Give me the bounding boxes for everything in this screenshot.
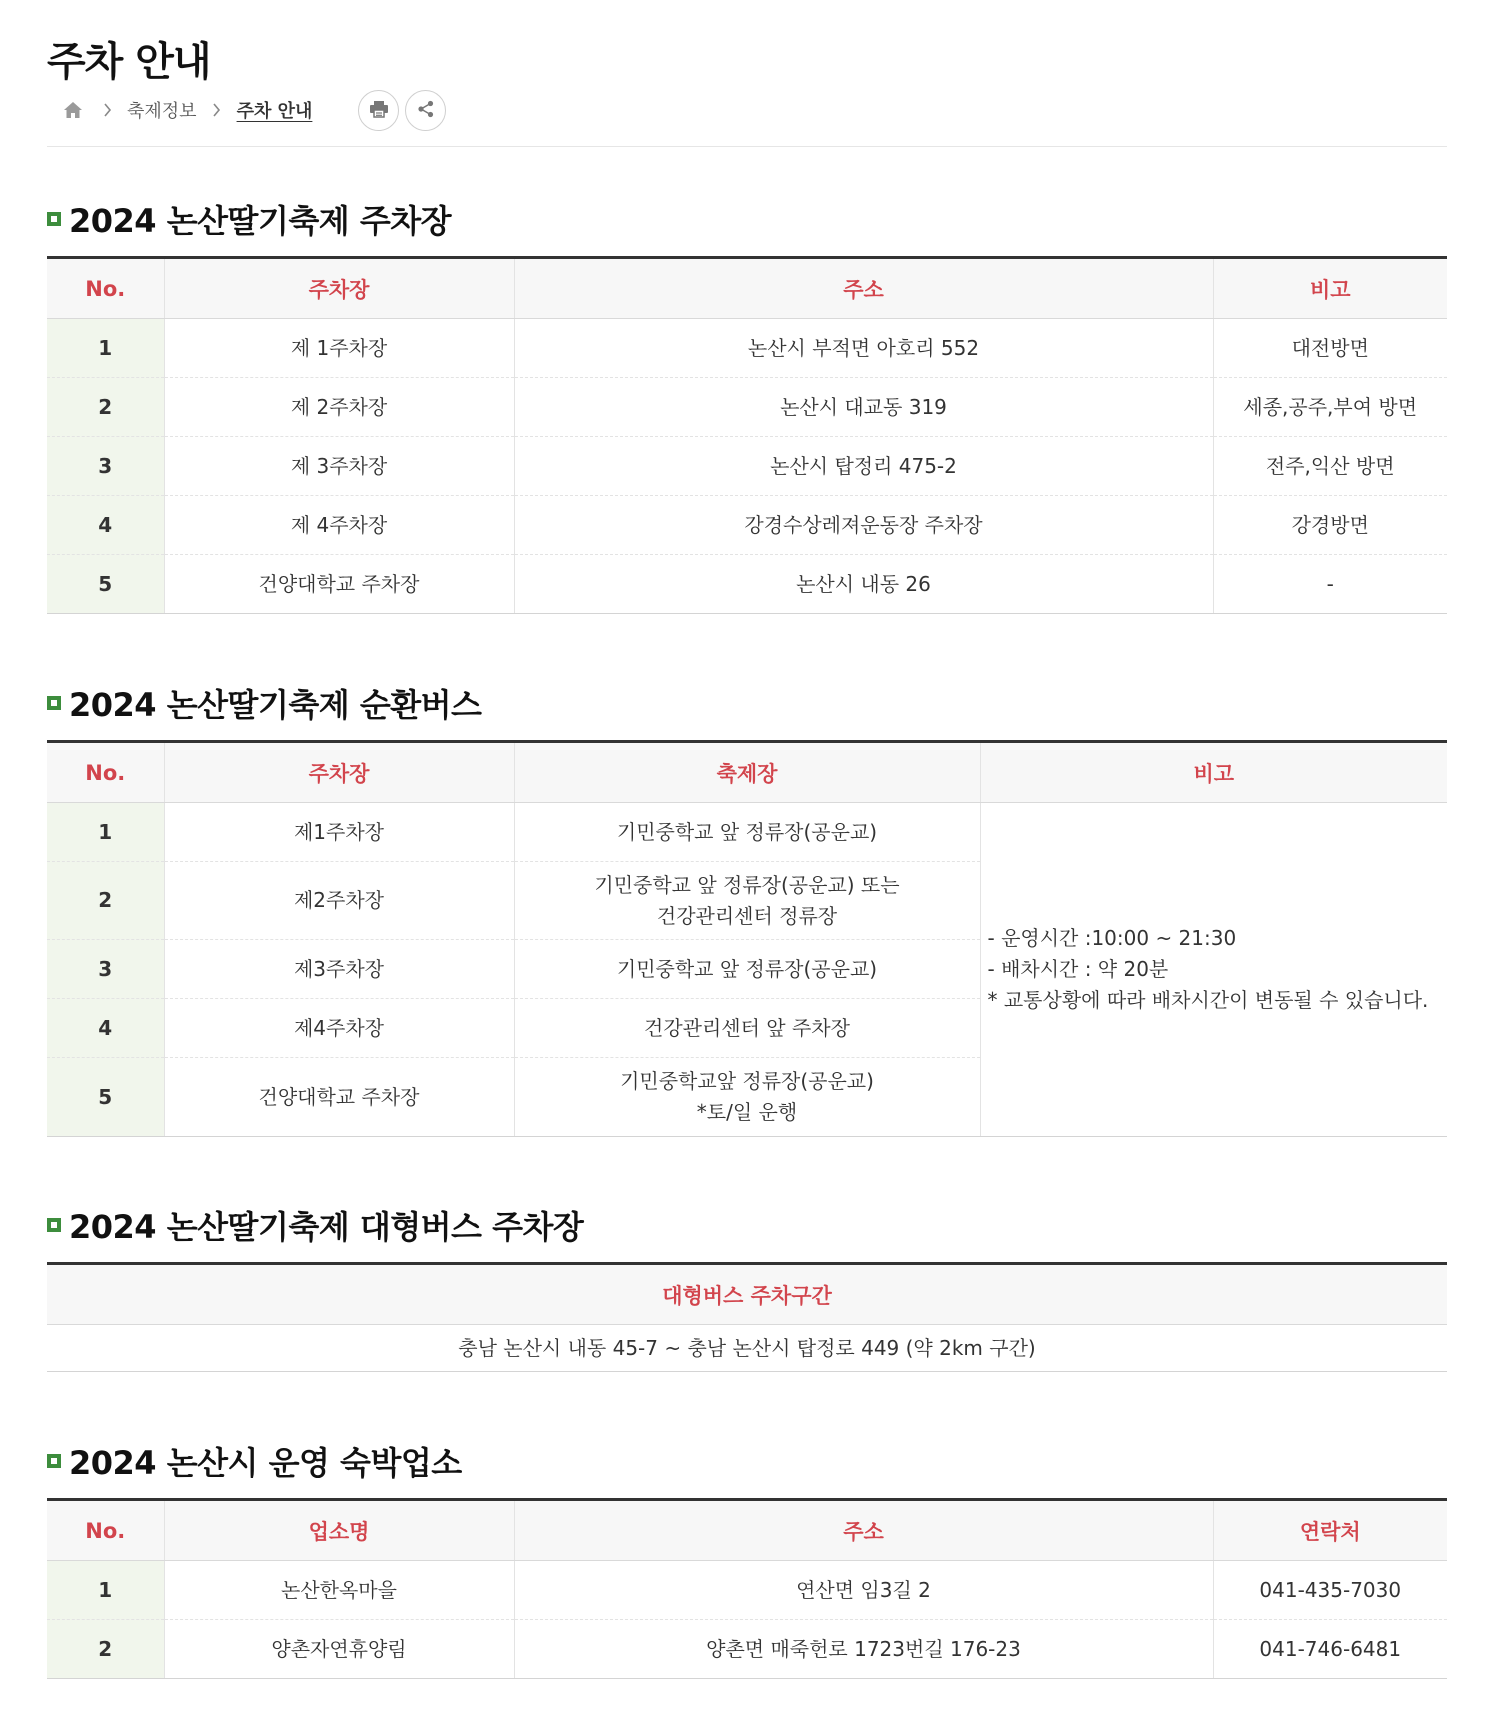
shuttle-stop [514,1058,980,1137]
lodging-name: 논산한옥마을 [164,1561,514,1620]
shuttle-stop-line: 건강관리센터 정류장 [656,903,838,928]
parking-address: 논산시 탑정리 475-2 [514,437,1213,496]
shuttle-stop: 기민중학교 앞 정류장(공운교) [514,940,980,999]
row-number: 3 [47,437,164,496]
lodging-name: 양촌자연휴양림 [164,1620,514,1679]
table-header-row [47,1500,1447,1561]
bullet-icon [47,696,61,710]
parking-address: 논산시 부적면 아호리 552 [514,319,1213,378]
column-header-address: 주소 [514,258,1213,319]
parking-address: 강경수상레져운동장 주차장 [514,496,1213,555]
row-number: 1 [47,803,164,862]
bullet-icon [47,1218,61,1232]
print-button[interactable] [358,90,399,131]
lodging-phone: 041-435-7030 [1213,1561,1447,1620]
lodging-address: 양촌면 매죽헌로 1723번길 176-23 [514,1620,1213,1679]
share-button[interactable] [405,90,446,131]
table-row [47,319,1447,378]
row-number: 4 [47,999,164,1058]
shuttle-lot: 제4주차장 [164,999,514,1058]
column-header-address: 주소 [514,1500,1213,1561]
column-header-festival-site: 축제장 [514,742,980,803]
column-header-lot: 주차장 [164,742,514,803]
section-title-text: 2024 논산시 운영 숙박업소 [69,1444,462,1482]
shuttle-table [47,740,1447,1137]
row-number: 2 [47,1620,164,1679]
page-title: 주차 안내 [47,39,211,85]
shuttle-stop: 건강관리센터 앞 주차장 [514,999,980,1058]
page-tools [358,90,446,131]
table-row [47,803,1447,862]
lodging-table [47,1498,1447,1679]
shuttle-stop-line: 기민중학교앞 정류장(공운교) [620,1069,874,1093]
breadcrumb [47,88,446,132]
section-title-shuttle [47,680,481,726]
parking-lot-name: 제 4주차장 [164,496,514,555]
row-number: 2 [47,862,164,940]
lodging-address: 연산면 임3길 2 [514,1561,1213,1620]
table-row [47,437,1447,496]
title-divider [47,146,1447,147]
section-title-text: 2024 논산딸기축제 주차장 [69,202,452,240]
table-header-row [47,1264,1447,1325]
column-header-bus-section: 대형버스 주차구간 [47,1264,1447,1325]
row-number: 5 [47,1058,164,1137]
traffic-notice: * 교통상황에 따라 배차시간이 변동될 수 있습니다. [987,988,1429,1012]
bus-parking-range: 충남 논산시 내동 45-7 ~ 충남 논산시 탑정로 449 (약 2km 구간) [47,1325,1447,1372]
row-number: 1 [47,319,164,378]
chevron-right-icon [197,103,237,117]
parking-lot-name: 건양대학교 주차장 [164,555,514,614]
parking-address: 논산시 대교동 319 [514,378,1213,437]
shuttle-lot: 건양대학교 주차장 [164,1058,514,1137]
shuttle-note [980,803,1447,1137]
shuttle-lot: 제3주차장 [164,940,514,999]
column-header-contact: 연락처 [1213,1500,1447,1561]
parking-lot-name: 제 3주차장 [164,437,514,496]
parking-address: 논산시 내동 26 [514,555,1213,614]
column-header-no: No. [47,1500,164,1561]
operating-hours: - 운영시간 :10:00 ~ 21:30 [987,926,1237,950]
row-number: 1 [47,1561,164,1620]
parking-note: 강경방면 [1213,496,1447,555]
parking-note: 대전방면 [1213,319,1447,378]
column-header-note: 비고 [1213,258,1447,319]
shuttle-lot: 제1주차장 [164,803,514,862]
table-row [47,496,1447,555]
table-row [47,555,1447,614]
section-title-parking [47,196,451,242]
row-number: 5 [47,555,164,614]
bullet-icon [47,212,61,226]
breadcrumb-item-parking[interactable]: 주차 안내 [236,101,313,122]
parking-note: 세종,공주,부여 방면 [1213,378,1447,437]
column-header-lot: 주차장 [164,258,514,319]
table-header-row [47,742,1447,803]
home-icon[interactable] [59,88,87,132]
table-row [47,1561,1447,1620]
share-icon [417,100,435,121]
row-number: 2 [47,378,164,437]
column-header-name: 업소명 [164,1500,514,1561]
row-number: 3 [47,940,164,999]
parking-lot-name: 제 1주차장 [164,319,514,378]
chevron-right-icon [87,103,127,117]
section-title-bus [47,1202,583,1248]
dispatch-interval: - 배차시간 : 약 20분 [987,957,1169,981]
bus-parking-table [47,1262,1447,1372]
table-row [47,1620,1447,1679]
parking-note: - [1213,555,1447,614]
column-header-no: No. [47,742,164,803]
print-icon [369,100,389,121]
shuttle-stop: 기민중학교 앞 정류장(공운교) [514,803,980,862]
column-header-note: 비고 [980,742,1447,803]
row-number: 4 [47,496,164,555]
section-title-text: 2024 논산딸기축제 순환버스 [69,686,482,724]
section-title-lodging [47,1438,462,1484]
lodging-phone: 041-746-6481 [1213,1620,1447,1679]
table-header-row [47,258,1447,319]
shuttle-stop [514,862,980,940]
parking-table [47,256,1447,614]
section-title-text: 2024 논산딸기축제 대형버스 주차장 [69,1208,584,1246]
parking-lot-name: 제 2주차장 [164,378,514,437]
column-header-no: No. [47,258,164,319]
shuttle-lot: 제2주차장 [164,862,514,940]
parking-note: 전주,익산 방면 [1213,437,1447,496]
bullet-icon [47,1454,61,1468]
table-row [47,378,1447,437]
shuttle-stop-line: 기민중학교 앞 정류장(공운교) 또는 [594,872,900,897]
breadcrumb-item-festival-info[interactable]: 축제정보 [127,101,197,122]
table-row [47,1325,1447,1372]
shuttle-stop-line: *토/일 운행 [696,1100,798,1124]
